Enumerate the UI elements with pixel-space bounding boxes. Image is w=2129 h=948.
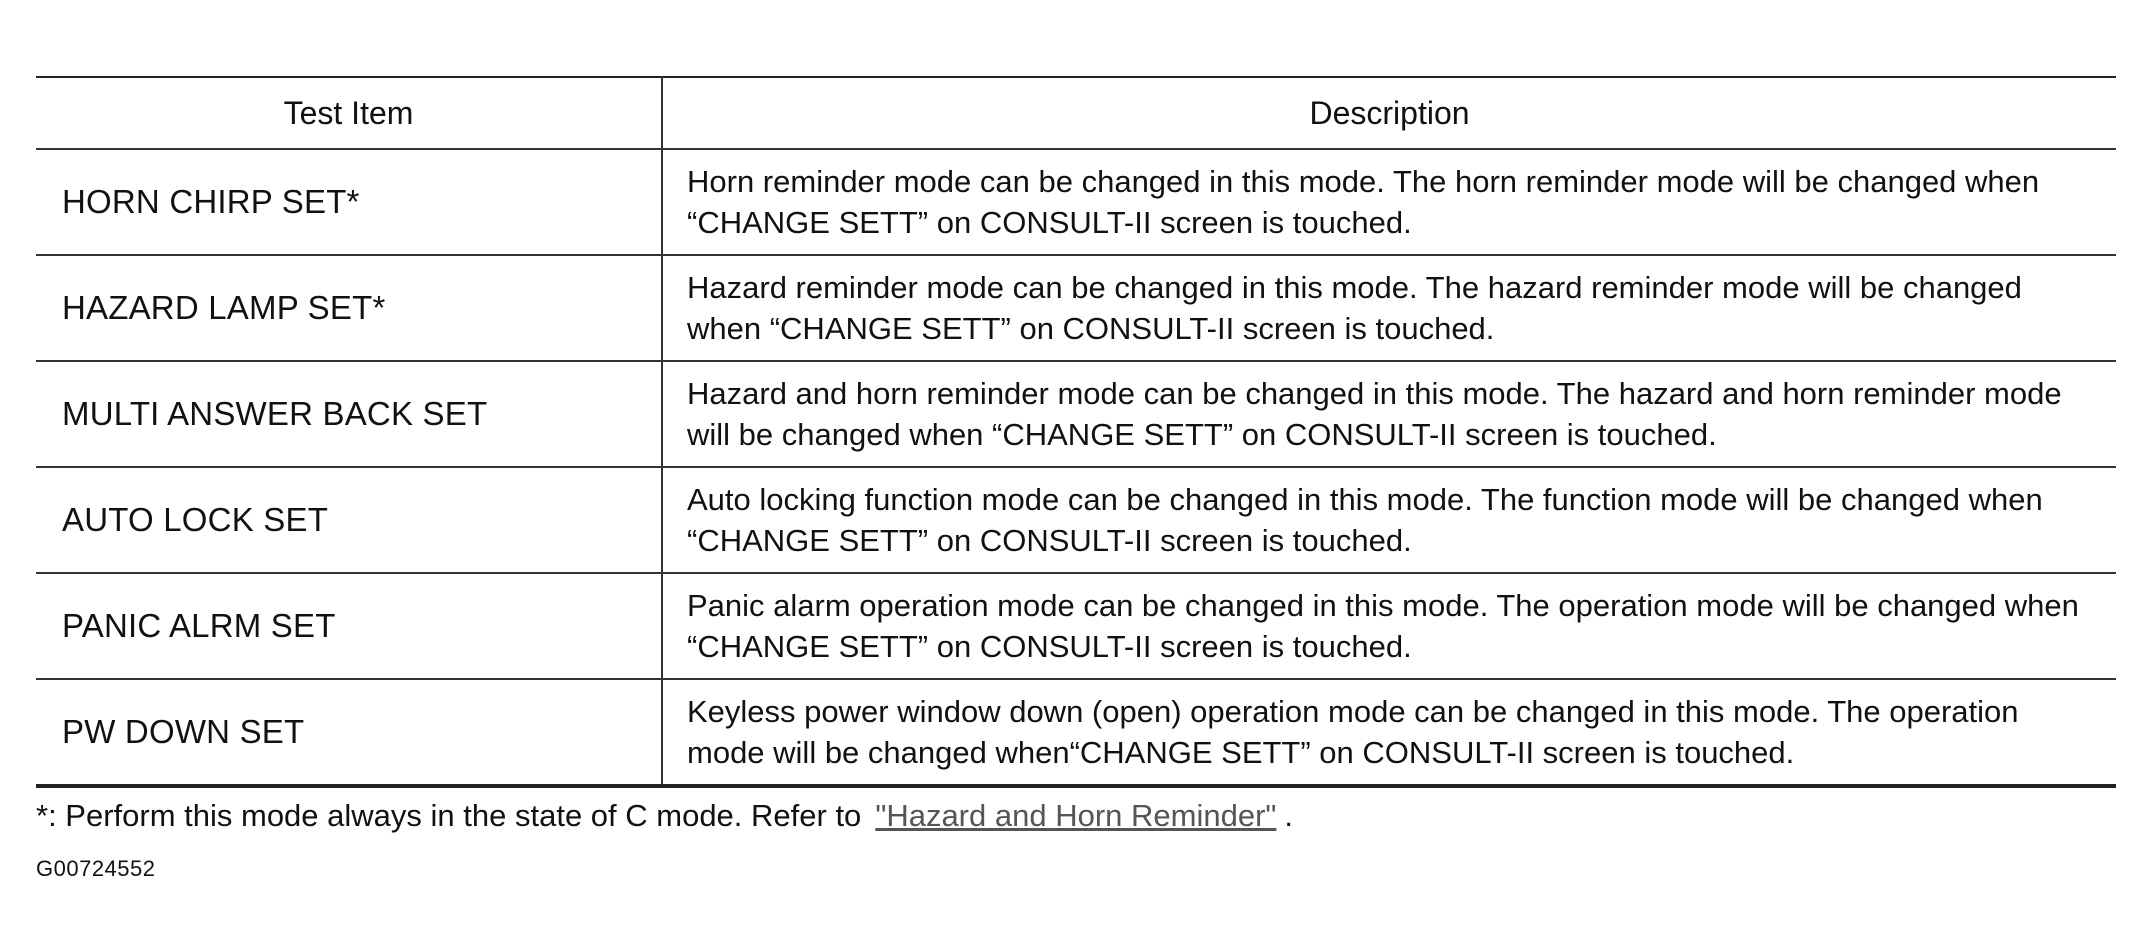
description-cell: Hazard and horn reminder mode can be changed in this mode. The hazard and horn reminder mode will be changed when “CHANGE SETT” on CONSULT-II screen is touched.	[662, 361, 2116, 467]
description-cell: Auto locking function mode can be changed in this mode. The function mode will be changed when “CHANGE SETT” on CONSULT-II screen is touched.	[662, 467, 2116, 573]
figure-id: G00724552	[36, 856, 156, 881]
table-row	[36, 361, 2116, 467]
description-cell: Keyless power window down (open) operation mode can be changed in this mode. The operation mode will be changed when“CHANGE SETT” on CONSULT-II screen is touched.	[687, 694, 2019, 770]
description-cell: Horn reminder mode can be changed in this mode. The horn reminder mode will be changed when “CHANGE SETT” on CONSULT-II screen is touched.	[662, 149, 2116, 255]
header-test-item: Test Item	[36, 77, 662, 149]
test-item-cell: HORN CHIRP SET*	[36, 149, 662, 255]
table-row	[36, 467, 2116, 573]
hazard-horn-reminder-link[interactable]: "Hazard and Horn Reminder"	[875, 798, 1277, 833]
test-item-cell: AUTO LOCK SET	[36, 467, 662, 573]
description-cell: Hazard reminder mode can be changed in this mode. The hazard reminder mode will be changed when “CHANGE SETT” on CONSULT-II screen is touched.	[662, 255, 2116, 361]
table-header-row	[36, 77, 2116, 149]
test-item-cell: PW DOWN SET	[36, 679, 662, 786]
test-item-table	[36, 76, 2116, 788]
test-item-cell: HAZARD LAMP SET*	[36, 255, 662, 361]
table-row	[36, 679, 2116, 786]
test-item-cell: MULTI ANSWER BACK SET	[36, 361, 662, 467]
document	[36, 76, 2116, 882]
header-description: Description	[662, 77, 2116, 149]
description-cell: Panic alarm operation mode can be changed in this mode. The operation mode will be changed when “CHANGE SETT” on CONSULT-II screen is touched.	[662, 573, 2116, 679]
footnote-text: *: Perform this mode always in the state of C mode. Refer to	[36, 798, 862, 833]
table-row	[36, 573, 2116, 679]
table-row	[36, 255, 2116, 361]
test-item-cell: PANIC ALRM SET	[36, 573, 662, 679]
table-row	[36, 149, 2116, 255]
footnote	[36, 798, 2116, 834]
footnote-period: .	[1284, 798, 1294, 833]
